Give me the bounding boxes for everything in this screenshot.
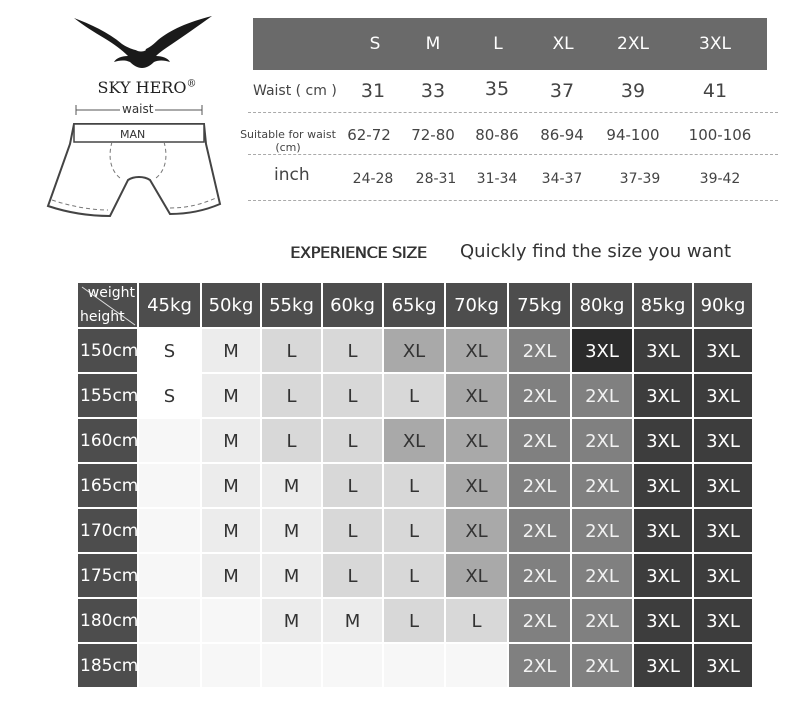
size-cell: L: [323, 329, 384, 374]
weight-header-60kg: 60kg: [323, 283, 384, 329]
weight-header-45kg: 45kg: [139, 283, 202, 329]
size-cell: 2XL: [572, 374, 634, 419]
waist-s: 31: [360, 80, 386, 102]
size-cell: XL: [446, 464, 509, 509]
size-cell: M: [262, 599, 323, 644]
weight-header-90kg: 90kg: [694, 283, 754, 329]
size-cell: L: [323, 419, 384, 464]
size-cell: M: [262, 464, 323, 509]
weight-header-75kg: 75kg: [509, 283, 572, 329]
size-cell: 2XL: [572, 644, 634, 689]
size-cell: S: [139, 374, 202, 419]
inch-3xl: 39-42: [699, 171, 741, 187]
size-cell: 2XL: [572, 509, 634, 554]
size-cell: M: [323, 599, 384, 644]
size-cell: 3XL: [694, 464, 754, 509]
size-cell: XL: [384, 419, 446, 464]
size-cell: M: [202, 464, 262, 509]
weight-header-80kg: 80kg: [572, 283, 634, 329]
size-cell: 3XL: [634, 509, 694, 554]
inch-2xl: 37-39: [619, 171, 661, 187]
size-cell: 3XL: [694, 329, 754, 374]
suitable-s: 62-72: [347, 126, 391, 144]
size-header-3xl: 3XL: [699, 34, 731, 54]
size-cell: 2XL: [572, 554, 634, 599]
size-cell: L: [384, 464, 446, 509]
size-cell: 3XL: [572, 329, 634, 374]
size-cell: [202, 644, 262, 689]
height-header-175cm: 175cm: [78, 554, 139, 599]
size-cell: XL: [384, 329, 446, 374]
size-cell: 2XL: [572, 419, 634, 464]
size-cell: L: [384, 374, 446, 419]
size-cell: 2XL: [509, 644, 572, 689]
size-cell: 3XL: [634, 419, 694, 464]
size-cell: 2XL: [509, 419, 572, 464]
size-cell: 3XL: [634, 464, 694, 509]
brand-logo: [70, 10, 220, 100]
brand-name: SKY HERO®: [97, 78, 197, 97]
weight-header-85kg: 85kg: [634, 283, 694, 329]
suitable-3xl: 100-106: [688, 126, 752, 144]
weight-header-55kg: 55kg: [262, 283, 323, 329]
experience-title: EXPERIENCE SIZE: [290, 243, 427, 262]
waist-m: 33: [420, 80, 446, 102]
size-cell: 2XL: [509, 599, 572, 644]
size-cell: XL: [446, 509, 509, 554]
garment-label: MAN: [120, 128, 146, 141]
size-cell: XL: [446, 554, 509, 599]
size-cell: L: [323, 374, 384, 419]
weight-header-70kg: 70kg: [446, 283, 509, 329]
size-cell: L: [262, 329, 323, 374]
size-cell: M: [202, 554, 262, 599]
size-cell: 3XL: [694, 419, 754, 464]
divider: [248, 112, 778, 113]
size-cell: 3XL: [634, 599, 694, 644]
waist-row-label: Waist ( cm ): [253, 83, 337, 99]
waist-l: 35: [484, 78, 510, 100]
height-header-160cm: 160cm: [78, 419, 139, 464]
suitable-xl: 86-94: [540, 126, 584, 144]
divider: [248, 200, 778, 201]
size-cell: 3XL: [634, 644, 694, 689]
size-header-s: S: [369, 34, 381, 54]
size-cell: 2XL: [509, 374, 572, 419]
size-cell: L: [446, 599, 509, 644]
weight-header-65kg: 65kg: [384, 283, 446, 329]
size-cell: [323, 644, 384, 689]
size-cell: [139, 644, 202, 689]
experience-subtitle: Quickly find the size you want: [460, 241, 732, 262]
size-cell: L: [384, 554, 446, 599]
size-cell: 2XL: [572, 464, 634, 509]
height-header-185cm: 185cm: [78, 644, 139, 689]
inch-m: 28-31: [415, 171, 457, 187]
size-cell: [139, 464, 202, 509]
size-cell: L: [384, 599, 446, 644]
height-header-180cm: 180cm: [78, 599, 139, 644]
size-header-l: L: [493, 34, 503, 54]
size-cell: [139, 554, 202, 599]
size-header-m: M: [425, 34, 441, 54]
size-cell: M: [262, 509, 323, 554]
size-cell: XL: [446, 419, 509, 464]
size-chart-grid: [78, 283, 754, 693]
size-cell: [446, 644, 509, 689]
size-cell: 3XL: [634, 329, 694, 374]
size-header: [253, 18, 767, 70]
size-header-2xl: 2XL: [617, 34, 649, 54]
size-cell: [384, 644, 446, 689]
size-cell: [202, 599, 262, 644]
size-cell: 2XL: [509, 509, 572, 554]
size-cell: 3XL: [634, 554, 694, 599]
suitable-l: 80-86: [475, 126, 519, 144]
height-axis-label: height: [80, 309, 125, 325]
waist-2xl: 39: [620, 80, 646, 102]
size-cell: L: [323, 554, 384, 599]
corner-header: [78, 283, 139, 329]
suitable-2xl: 94-100: [606, 126, 660, 144]
size-cell: 3XL: [634, 374, 694, 419]
size-header-xl: XL: [552, 34, 574, 54]
waist-xl: 37: [549, 80, 575, 102]
inch-xl: 34-37: [541, 171, 583, 187]
suitable-row-label: Suitable for waist (cm): [240, 128, 336, 154]
size-cell: L: [323, 509, 384, 554]
size-cell: 3XL: [694, 509, 754, 554]
eagle-icon: [70, 10, 220, 80]
size-cell: M: [202, 509, 262, 554]
height-header-150cm: 150cm: [78, 329, 139, 374]
waist-label: waist: [122, 102, 154, 116]
weight-axis-label: weight: [87, 285, 135, 301]
size-cell: [262, 644, 323, 689]
inch-row-label: inch: [274, 165, 310, 185]
suitable-m: 72-80: [411, 126, 455, 144]
size-cell: [139, 419, 202, 464]
divider: [248, 154, 778, 155]
height-header-165cm: 165cm: [78, 464, 139, 509]
height-header-170cm: 170cm: [78, 509, 139, 554]
size-cell: [139, 509, 202, 554]
waist-3xl: 41: [702, 80, 728, 102]
size-cell: XL: [446, 329, 509, 374]
size-cell: [139, 599, 202, 644]
size-cell: L: [384, 509, 446, 554]
height-header-155cm: 155cm: [78, 374, 139, 419]
size-cell: 2XL: [509, 329, 572, 374]
size-cell: M: [262, 554, 323, 599]
size-cell: 3XL: [694, 554, 754, 599]
size-cell: M: [202, 329, 262, 374]
size-cell: 3XL: [694, 599, 754, 644]
size-cell: L: [262, 419, 323, 464]
size-cell: S: [139, 329, 202, 374]
size-cell: 2XL: [572, 599, 634, 644]
boxer-briefs-icon: [40, 100, 240, 245]
weight-header-50kg: 50kg: [202, 283, 262, 329]
size-cell: M: [202, 374, 262, 419]
size-cell: L: [262, 374, 323, 419]
size-cell: L: [323, 464, 384, 509]
inch-l: 31-34: [476, 171, 518, 187]
size-cell: 3XL: [694, 644, 754, 689]
inch-s: 24-28: [352, 171, 394, 187]
size-cell: XL: [446, 374, 509, 419]
size-cell: M: [202, 419, 262, 464]
size-cell: 2XL: [509, 554, 572, 599]
size-cell: 3XL: [694, 374, 754, 419]
size-cell: 2XL: [509, 464, 572, 509]
